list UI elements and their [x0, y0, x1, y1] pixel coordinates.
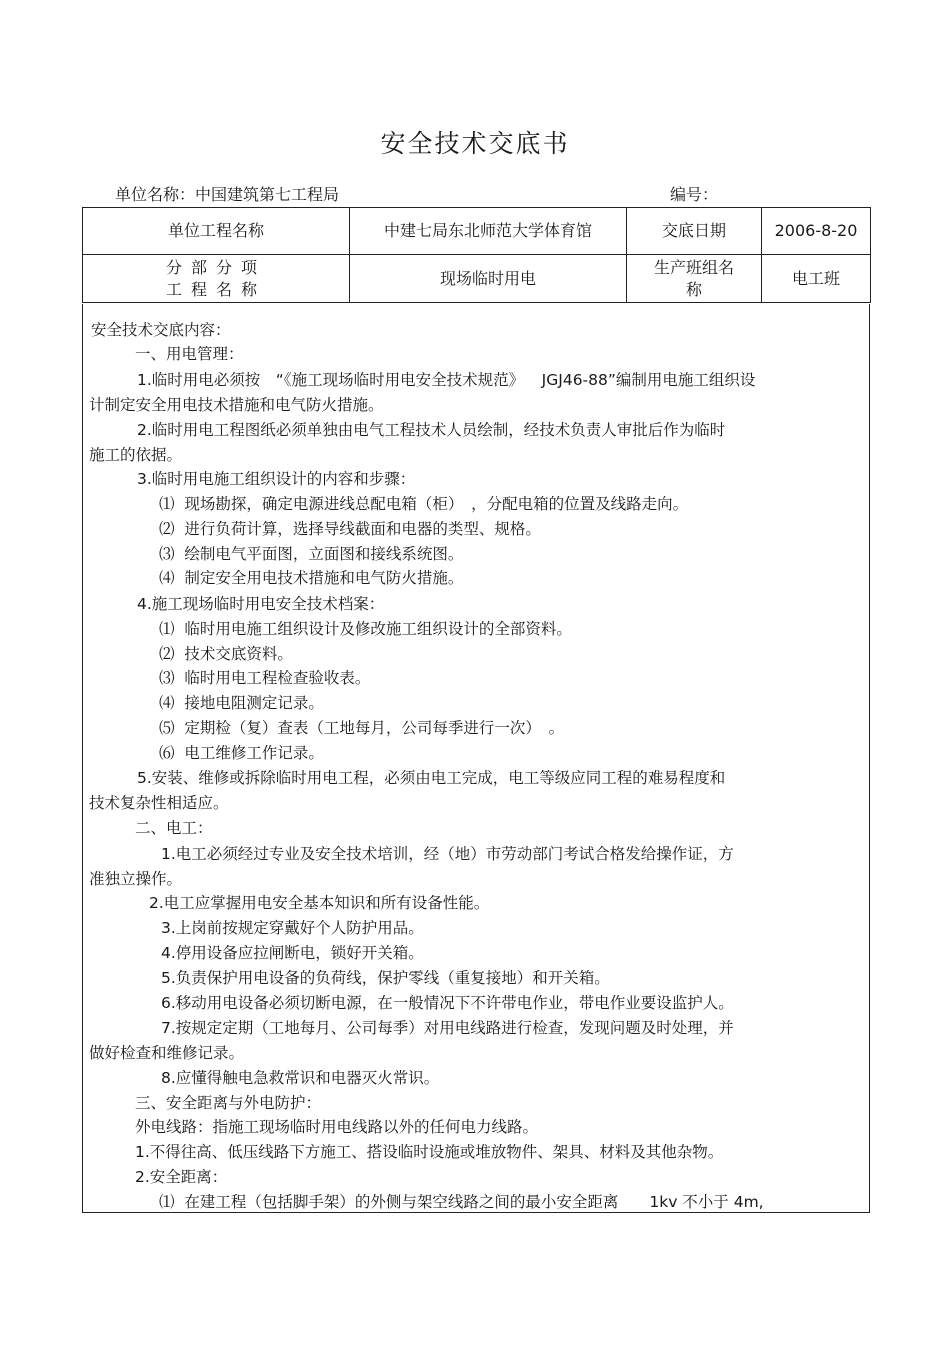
- code-label: 编号：: [670, 185, 719, 204]
- subproject-label: [83, 255, 350, 303]
- content-line: 6.移动用电设备必须切断电源，在一般情况下不许带电作业，带电作业要设监护人。: [161, 994, 734, 1012]
- content-line: 技术复杂性相适应。: [89, 794, 229, 812]
- content-line: ⑴ 临时用电施工组织设计及修改施工组织设计的全部资料。: [159, 620, 572, 638]
- content-line: 计制定安全用电技术措施和电气防火措施。: [89, 396, 384, 414]
- content-line: 1.不得往高、低压线路下方施工、搭设临时设施或堆放物件、架具、材料及其他杂物。: [135, 1143, 724, 1161]
- header-row-project: [83, 208, 871, 255]
- content-line: 4.施工现场临时用电安全技术档案：: [137, 595, 385, 613]
- content-line: ⑶ 绘制电气平面图，立面图和接线系统图。: [159, 545, 464, 563]
- date-label: 交底日期: [627, 208, 762, 255]
- date-value: 2006-8-20: [762, 208, 871, 255]
- content-line: 1.临时用电必须按 “《施工现场临时用电安全技术规范》 JGJ46-88”编制用电施工组织设: [137, 371, 756, 389]
- subproject-label-line1: 分部分项: [165, 257, 266, 277]
- subproject-label-line2: 工程名称: [165, 279, 266, 299]
- content-line: 安全技术交底内容：: [91, 321, 231, 339]
- content-line: 2.电工应掌握用电安全基本知识和所有设备性能。: [149, 894, 490, 912]
- content-line: 1.电工必须经过专业及安全技术培训，经（地）市劳动部门考试合格发给操作证，方: [161, 845, 734, 863]
- document-title: 安全技术交底书: [380, 129, 570, 158]
- content-line: 外电线路：指施工现场临时用电线路以外的任何电力线路。: [135, 1118, 539, 1136]
- content-line: 2.安全距离：: [135, 1168, 228, 1186]
- content-line: 7.按规定定期（工地每月、公司每季）对用电线路进行检查，发现问题及时处理，并: [161, 1019, 734, 1037]
- team-label: [627, 255, 762, 303]
- content-line: ⑴ 在建工程（包括脚手架）的外侧与架空线路之间的最小安全距离 1kv 不小于 4m,: [159, 1193, 764, 1211]
- content-line: 5.负责保护用电设备的负荷线，保护零线（重复接地）和开关箱。: [161, 969, 610, 987]
- team-label-line2: 称: [685, 279, 702, 299]
- unit-name: [115, 182, 339, 205]
- content-line: ⑹ 电工维修工作记录。: [159, 744, 324, 762]
- content-line: ⑵ 技术交底资料。: [159, 645, 293, 663]
- content-line: 一、用电管理：: [135, 345, 244, 363]
- content-line: 5.安装、维修或拆除临时用电工程，必须由电工完成，电工等级应同工程的难易程度和: [137, 769, 726, 787]
- content-line: ⑷ 制定安全用电技术措施和电气防火措施。: [159, 569, 464, 587]
- content-line: ⑸ 定期检（复）查表（工地每月，公司每季进行一次） 。: [159, 719, 565, 737]
- unit-name-label: 单位名称：: [115, 185, 196, 204]
- content-line: 2.临时用电工程图纸必须单独由电气工程技术人员绘制，经技术负责人审批后作为临时: [137, 421, 726, 439]
- subproject-value: 现场临时用电: [350, 255, 627, 303]
- content-line: 8.应懂得触电急救常识和电器灭火常识。: [161, 1069, 440, 1087]
- content-line: 3.上岗前按规定穿戴好个人防护用品。: [161, 919, 424, 937]
- content-line: 4.停用设备应拉闸断电，锁好开关箱。: [161, 944, 424, 962]
- project-label: 单位工程名称: [83, 208, 350, 255]
- content-line: ⑵ 进行负荷计算，选择导线截面和电器的类型、规格。: [159, 520, 541, 538]
- project-value: 中建七局东北师范大学体育馆: [350, 208, 627, 255]
- header-table: [82, 207, 871, 303]
- content-line: ⑶ 临时用电工程检查验收表。: [159, 669, 371, 687]
- content-line: 准独立操作。: [89, 870, 183, 888]
- content-line: ⑷ 接地电阻测定记录。: [159, 694, 324, 712]
- content-box: [82, 304, 870, 1213]
- content-line: ⑴ 现场勘探，确定电源进线总配电箱（柜） ，分配电箱的位置及线路走向。: [159, 495, 689, 513]
- content-line: 施工的依据。: [89, 446, 183, 464]
- header-row-subproject: [83, 255, 871, 303]
- team-value: 电工班: [762, 255, 871, 303]
- team-label-line1: 生产班组名: [653, 257, 734, 277]
- content-line: 二、电工：: [135, 819, 213, 837]
- unit-name-value: 中国建筑第七工程局: [195, 185, 340, 204]
- content-line: 3.临时用电施工组织设计的内容和步骤：: [137, 470, 416, 488]
- content-line: 做好检查和维修记录。: [89, 1044, 245, 1062]
- content-line: 三、安全距离与外电防护：: [135, 1094, 322, 1112]
